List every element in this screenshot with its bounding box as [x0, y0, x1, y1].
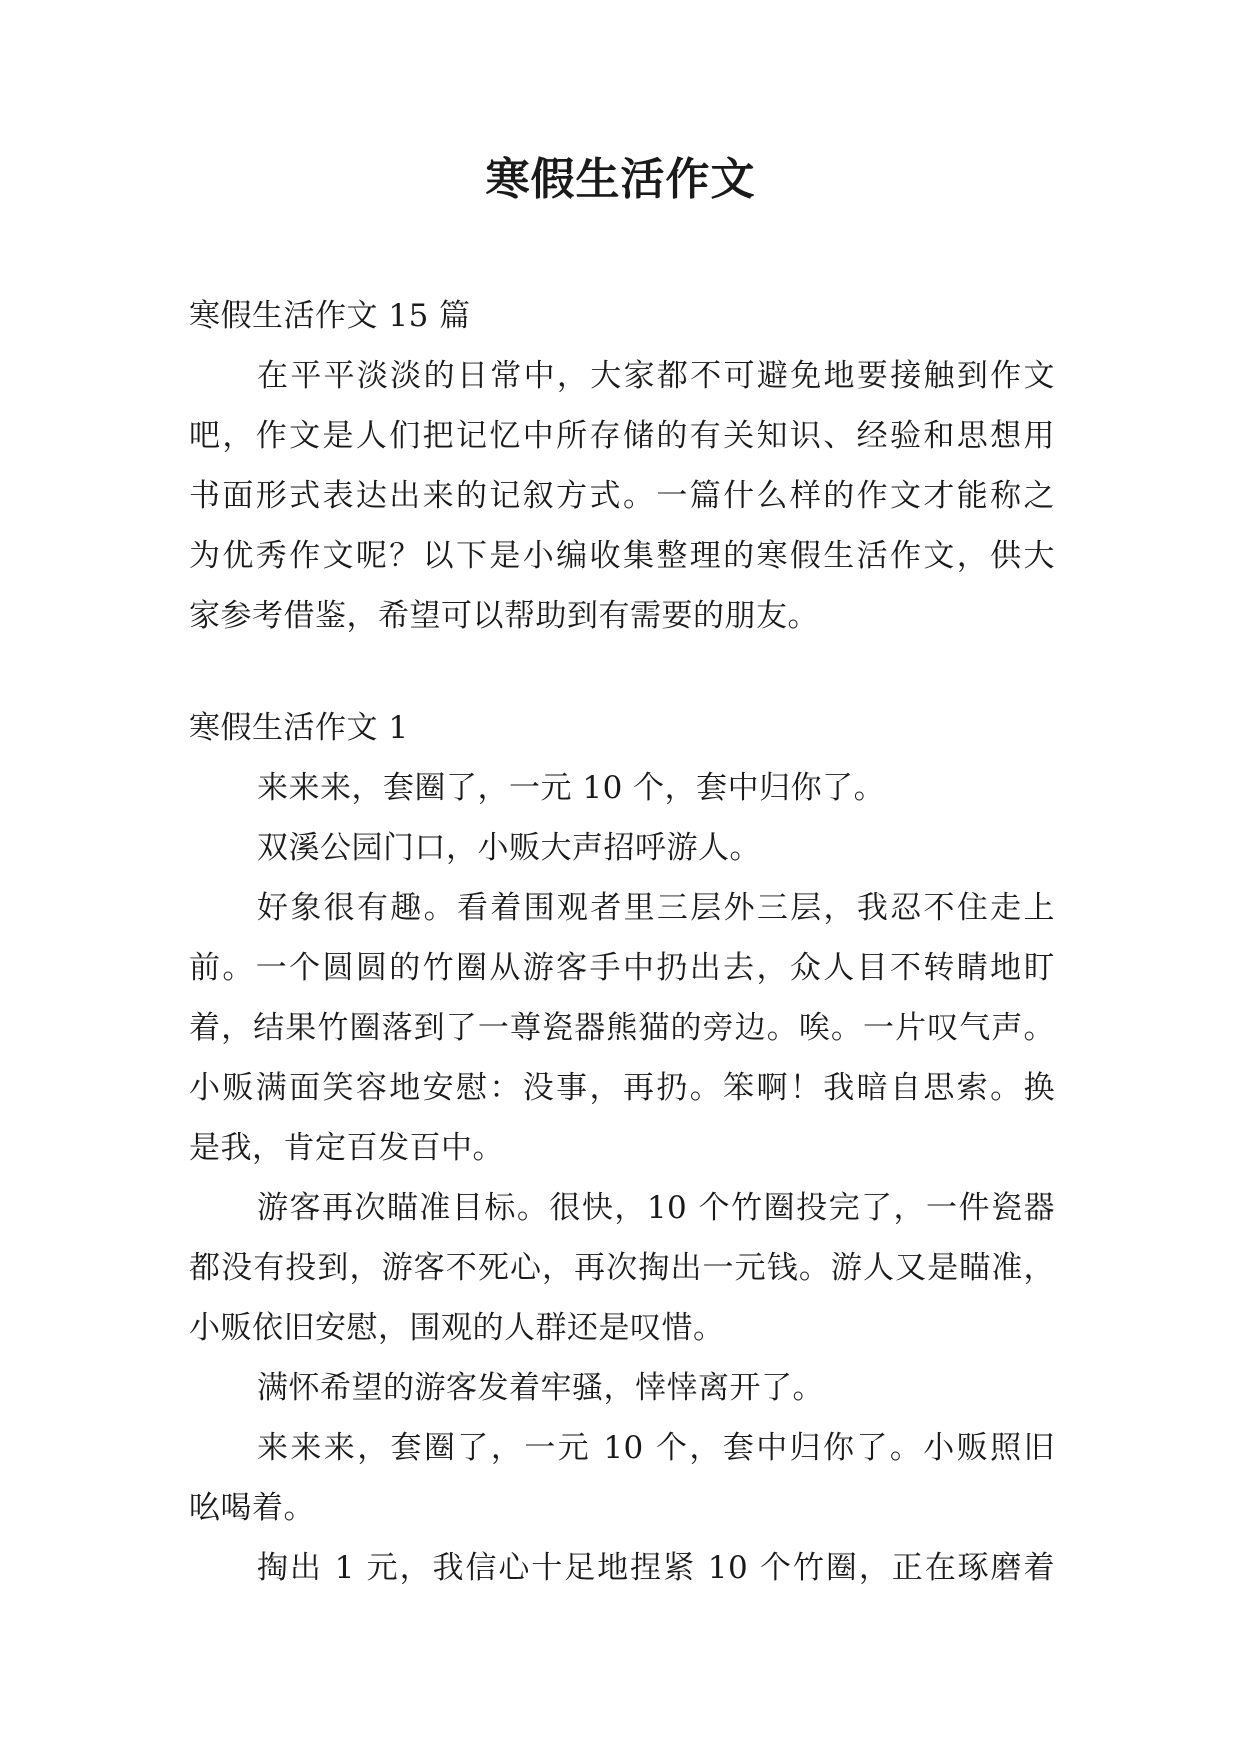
- paragraph-line: 掏出 1 元，我信心十足地捏紧 10 个竹圈，正在琢磨着: [257, 1550, 1055, 1586]
- paragraph-line: 来来来，套圈了，一元 10 个，套中归你了。小贩照旧: [257, 1430, 1055, 1466]
- document-body: [189, 286, 1055, 1598]
- paragraph-line: 都没有投到，游客不死心，再次掏出一元钱。游人又是瞄准，: [189, 1250, 1055, 1286]
- paragraph-line: 为优秀作文呢？以下是小编收集整理的寒假生活作文，供大: [189, 538, 1055, 574]
- paragraph-line: 满怀希望的游客发着牢骚，悻悻离开了。: [257, 1370, 824, 1406]
- intro-paragraph: [189, 346, 1055, 646]
- paragraph-line: 来来来，套圈了，一元 10 个，套中归你了。: [257, 770, 886, 806]
- document-subtitle: 寒假生活作文 15 篇: [189, 298, 471, 334]
- paragraph-line: 家参考借鉴，希望可以帮助到有需要的朋友。: [189, 598, 819, 634]
- section-heading: 寒假生活作文 1: [189, 710, 409, 746]
- section-body: [189, 758, 1055, 1598]
- paragraph-line: 吧，作文是人们把记忆中所存储的有关知识、经验和思想用: [189, 418, 1055, 454]
- paragraph-line: 是我，肯定百发百中。: [189, 1130, 504, 1166]
- document-title: 寒假生活作文: [485, 154, 756, 205]
- paragraph-line: 在平平淡淡的日常中，大家都不可避免地要接触到作文: [257, 358, 1055, 394]
- paragraph-line: 双溪公园门口，小贩大声招呼游人。: [257, 830, 761, 866]
- paragraph-line: 小贩依旧安慰，围观的人群还是叹惜。: [189, 1310, 725, 1346]
- paragraph-line: 游客再次瞄准目标。很快，10 个竹圈投完了，一件瓷器: [257, 1190, 1055, 1226]
- paragraph-line: 着，结果竹圈落到了一尊瓷器熊猫的旁边。唉。一片叹气声。: [189, 1010, 1055, 1046]
- paragraph-line: 前。一个圆圆的竹圈从游客手中扔出去，众人目不转睛地盯: [189, 950, 1055, 986]
- paragraph-line: 吆喝着。: [189, 1490, 315, 1526]
- section-spacer: [189, 646, 1055, 698]
- paragraph-line: 书面形式表达出来的记叙方式。一篇什么样的作文才能称之: [189, 478, 1055, 514]
- paragraph-line: 小贩满面笑容地安慰：没事，再扔。笨啊！我暗自思索。换: [189, 1070, 1055, 1106]
- paragraph-line: 好象很有趣。看着围观者里三层外三层，我忍不住走上: [257, 890, 1055, 926]
